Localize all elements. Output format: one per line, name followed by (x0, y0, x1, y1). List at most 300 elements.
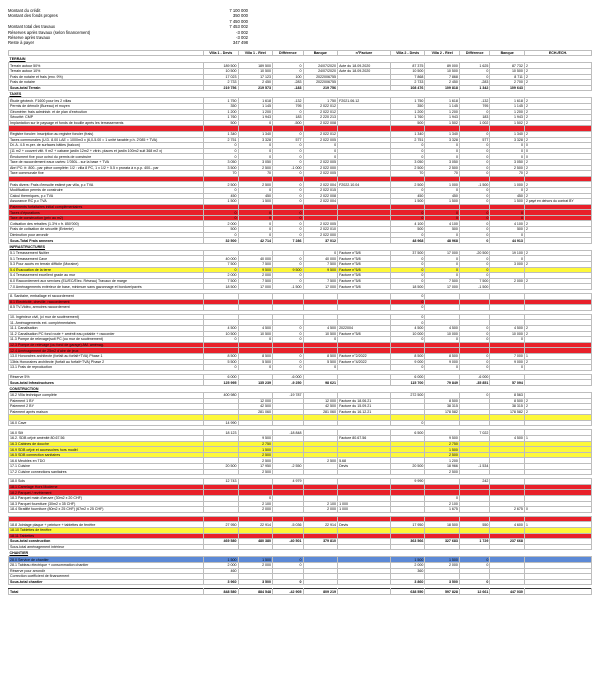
cell-value: -183 (273, 85, 303, 91)
cell-value: 8 500 (425, 398, 460, 404)
cell-value: 12 661 (459, 589, 489, 595)
cell-value: 2 (524, 74, 591, 80)
cell-value: 0 (204, 187, 239, 193)
row-label: 18.4 Stratifié fourniture (80m2 x 25 CHF) (67m2 x 25 CHF) (9, 507, 204, 513)
cell-value: 0 (425, 267, 460, 273)
row-label: Total (9, 589, 204, 595)
row-label: 16.0 Silt (9, 430, 204, 436)
cell-value: Facture du 18.06.21 (338, 398, 391, 404)
cell-value: 0 (459, 109, 489, 115)
cell-value: 281 060 (238, 409, 273, 415)
cell-value: 0 (238, 365, 273, 371)
section-title: TERRAIN (9, 57, 26, 62)
cell-value: -18 848 (273, 430, 303, 436)
section-title: CHANTIER (9, 551, 29, 556)
cell-value: 2 (524, 221, 591, 227)
cell-value: 0 (425, 262, 460, 268)
cell-value: 2 (524, 331, 591, 337)
cell-value: 2 000 (238, 273, 273, 279)
cell-value: 0 (238, 227, 273, 233)
cell-value: 1 000 (338, 507, 391, 513)
cell-value: 0 (273, 557, 303, 563)
cell-value: 0 (459, 74, 489, 80)
cell-value: 2 022 004 (303, 182, 338, 188)
cell-value: 450 (490, 193, 525, 199)
cell-value: 0 (524, 507, 591, 513)
cell-value: 1 943 (490, 115, 525, 121)
column-header: Villa 1 - Devis (204, 50, 239, 56)
cell-value: 0 (273, 273, 303, 279)
cell-value: 2 500 (238, 458, 273, 464)
row-label: 28.1 Tableau électrique + consommation chantier (9, 562, 204, 568)
cell-value: 8 500 (238, 353, 273, 359)
cell-value: 18 500 (425, 522, 460, 528)
cell-value: 37 012 (303, 238, 338, 244)
cell-value: 4 979 (273, 479, 303, 485)
cell-value: 0 (425, 256, 460, 262)
cell-value: 3 328 (425, 137, 460, 143)
cell-value: 0 (459, 159, 489, 165)
cell-value: 2 022 012 (303, 109, 338, 115)
row-label: Paiement après maison (9, 409, 204, 415)
summary-value: 350 000 (232, 13, 248, 19)
cell-value: 0 (238, 154, 273, 160)
cell-value: 327 683 (425, 539, 460, 545)
cell-value: 2 022 012 (303, 131, 338, 137)
cell-value: 500 (204, 120, 239, 126)
cell-value: 0 (303, 365, 338, 371)
cell-value: 2 (524, 250, 591, 256)
section-header (9, 56, 592, 63)
cell-value: 500 (204, 227, 239, 233)
cell-value: 0 (204, 215, 239, 221)
cell-value: 2 000 (238, 507, 273, 513)
cell-value: 2 500 (390, 182, 425, 188)
cell-value: 0 (390, 337, 425, 343)
cell-value: 8 500 (204, 353, 239, 359)
cell-value: Acte du 18.09.2020 (338, 69, 391, 75)
cell-value: 4 100 (490, 221, 525, 227)
cell-value: 17 000 (238, 284, 273, 290)
row-label: 16.3 Cabines de douche (9, 441, 204, 447)
cell-value: 4 500 (490, 325, 525, 331)
cell-value: 0 (459, 154, 489, 160)
cell-value: 0 (273, 143, 303, 149)
cell-value: 57 094 (490, 380, 525, 386)
cell-value: Facture n°2/2022 (338, 353, 391, 359)
cell-value: 2 022 005 (303, 221, 338, 227)
row-label: 12.3 Pompe de relevage (ou fond de garage) AM. aménag. (9, 342, 204, 348)
cell-value: 2022006755 (303, 74, 338, 80)
cell-value: 44 913 (490, 238, 525, 244)
row-label: Cotisation des retraites (1.3% x fr. 850'000) (9, 221, 204, 227)
cell-value: 48 968 (390, 238, 425, 244)
cell-value: 125 995 (204, 380, 239, 386)
cell-value: 379 810 (303, 539, 338, 545)
row-label: Correction coefficient de financement (9, 574, 204, 580)
cell-value: 1 002 (459, 120, 489, 126)
cell-value: 0 (459, 579, 489, 585)
cell-value: 0 (490, 215, 525, 221)
cell-value: 38 315 (425, 404, 460, 410)
cell-value: -132 (459, 98, 489, 104)
cell-value: 2 022 000 (303, 165, 338, 171)
cell-value: 1 (524, 353, 591, 359)
cell-value: 3 050 (204, 159, 239, 165)
cell-value: 0 (459, 215, 489, 221)
row-label: Sous-total aménagement intérieur (9, 544, 204, 550)
row-label: Implantation sur le paysage et fonds de bouille après les terrassements (9, 120, 204, 126)
cell-value: 2 (524, 165, 591, 171)
cell-value: Devis (338, 522, 391, 528)
row-label: Sous-total construction (9, 539, 204, 545)
cell-value: 2 (524, 278, 591, 284)
cell-value: -20 500 (459, 250, 489, 256)
cell-value: 108 476 (390, 85, 425, 91)
cell-value: Facture n°5/8 (338, 284, 391, 290)
row-label: 16.0 Cave (9, 420, 204, 426)
row-label: Géomètre: frais administr. et de plan d'exécution (9, 109, 204, 115)
cell-value: 2 022 015 (303, 187, 338, 193)
cell-value: 0 (490, 187, 525, 193)
cell-value: 7 500 (459, 278, 489, 284)
cell-value: 40 000 (303, 256, 338, 262)
cell-value: 2 (524, 137, 591, 143)
cell-value: 0 (490, 143, 525, 149)
cell-value: 2 022 004 (303, 199, 338, 205)
cell-value: 0 (459, 267, 489, 273)
cell-value: 183 (273, 115, 303, 121)
cell-value: 1 625 (459, 63, 489, 69)
cell-value: -1 500 (459, 182, 489, 188)
row-label: 8. Sanitaire, emballage et raccordement (9, 294, 204, 300)
cell-value: 0 (425, 210, 460, 216)
cell-value: 42 500 (303, 404, 338, 410)
cell-value: 7 500 (425, 278, 460, 284)
cell-value: 7 500 (238, 262, 273, 268)
cell-value: 0 (303, 337, 338, 343)
cell-value: 2 500 (425, 469, 460, 475)
cell-value: 3 860 (390, 579, 425, 585)
row-label: 12.4 Aménagement de 25m2 d'aire de jeux (9, 348, 204, 354)
row-label: (11 m2 + couvert vitit. 9 m2 + cabane jardin 12m2 + vitrin. places et jardin 100m2 suit 368 m2 x) (9, 148, 204, 154)
row-label: 18.0 Sols (9, 479, 204, 485)
cell-value: 2 500 (238, 165, 273, 171)
row-label: Terrain autour 50% (9, 63, 204, 69)
cell-value: 3 500 (238, 579, 273, 585)
cell-value: 2 220 213 (303, 115, 338, 121)
cell-value: F2021.06.12 (338, 98, 391, 104)
cell-value: 1 500 (238, 199, 273, 205)
cell-value: 2 750 (425, 441, 460, 447)
cell-value: 2 (524, 120, 591, 126)
column-header: Différence (459, 50, 489, 56)
cell-value: 0 (273, 353, 303, 359)
cell-value: -19 787 (273, 392, 303, 398)
cell-value: 1 200 (238, 109, 273, 115)
cell-value: 0 (459, 392, 489, 398)
row-label: 13.0 Honoraires architecte (forfait au forfait+TVA) Phase 1 (9, 353, 204, 359)
cell-value: Facture du 15.09.21 (338, 404, 391, 410)
cell-value: 2 751 (204, 137, 239, 143)
cell-value: 10 000 (390, 331, 425, 337)
cell-value: 577 (459, 137, 489, 143)
cell-value: 0 (273, 182, 303, 188)
cell-value: 1 200 (204, 109, 239, 115)
cell-value: 2 450 (238, 80, 273, 86)
row-label: 8.1 Électricité, cheville, raccordement (9, 299, 204, 305)
cell-value: 5 500 (204, 359, 239, 365)
financing-summary (8, 8, 592, 46)
cell-value: 2 (524, 325, 591, 331)
cell-value: 1 200 (425, 109, 460, 115)
row-label: 16.6 Meubles en TDO (9, 458, 204, 464)
cell-value: 7 000 (490, 353, 525, 359)
cell-value: 0 (390, 187, 425, 193)
cell-value: 9 500 (238, 436, 273, 442)
cell-value: 3 960 (204, 579, 239, 585)
cell-value: 98 621 (303, 380, 338, 386)
cell-value: 109 643 (490, 85, 525, 91)
cell-value: 500 (390, 227, 425, 233)
cell-value: 480 380 (238, 539, 273, 545)
cell-value: -500 (273, 120, 303, 126)
cell-value: 8 500 (303, 353, 338, 359)
cell-value: 0 (425, 154, 460, 160)
cell-value: 12 743 (204, 479, 239, 485)
cell-value: 0 (273, 193, 303, 199)
cell-value: 0 (273, 232, 303, 238)
cell-value: 0 (459, 273, 489, 279)
cell-value: 0 (273, 63, 303, 69)
cell-value: 1 500 (390, 199, 425, 205)
cell-value: Facture 80.67.56 (338, 436, 391, 442)
cell-value: 350 (390, 104, 425, 110)
cell-value: 2 (524, 171, 591, 177)
row-label: Paiement 2 BY (9, 404, 204, 410)
cell-value: 1 (524, 436, 591, 442)
cell-value: 0 (273, 221, 303, 227)
cell-value: 2 500 (425, 452, 460, 458)
row-label: Taxes communales (U.D. 8.00 LAE = 1000m3 x (6,0-5.00 = 1 unité taxable p.h. 2'085 + TVA) (9, 137, 204, 143)
cell-value: 10 000 (425, 331, 460, 337)
cell-value: 70 (425, 171, 460, 177)
cell-value: 1 145 (238, 104, 273, 110)
cell-value: 1 145 (490, 104, 525, 110)
cell-value: 0 (459, 256, 489, 262)
cell-value: 2 000 (238, 562, 273, 568)
cell-value: 0 (303, 250, 338, 256)
cell-value: 0 (524, 143, 591, 149)
row-label: Diminution pour arrondir (9, 232, 204, 238)
cell-value: 22 914 (303, 522, 338, 528)
cell-value: 18 966 (425, 464, 460, 470)
cell-value: 0 (273, 256, 303, 262)
row-label: 11.2 Canalisation PC fond route + aménit eau potable + raccorder (9, 331, 204, 337)
cell-value: 0 (390, 420, 425, 426)
row-label: Sous-total chantier (9, 579, 204, 585)
row-label: 11. Aménagements ext. complémentaires (9, 320, 204, 326)
row-label: Frais de notaire (9, 80, 204, 86)
cell-value: 242 (459, 479, 489, 485)
cell-value: 577 (273, 137, 303, 143)
cell-value: 6 000 (390, 374, 425, 380)
row-label: Sous-total Terrain (9, 85, 204, 91)
cell-value: 450 (390, 193, 425, 199)
row-label: 18.3 Parquet fourniture (30m2 x 35 CHF) (9, 501, 204, 507)
cell-value: 2 733 (390, 80, 425, 86)
cell-value: -283 (459, 80, 489, 86)
cell-value: 0 (273, 131, 303, 137)
row-label: Modification permis de construire (9, 187, 204, 193)
cell-value: 0 (273, 199, 303, 205)
cell-value: 1 500 (238, 447, 273, 453)
row-label: 17.2 Cuisine connections sanitaires (9, 469, 204, 475)
row-label: 5.3 Pour accès en terrain difficile (Moraine) (9, 262, 204, 268)
cell-value: 0 (273, 365, 303, 371)
row-label: 16.9 SDB céjvé et accessoires hors modèl (9, 447, 204, 453)
cell-value: 0 (390, 320, 425, 326)
cell-value: 2 450 (425, 80, 460, 86)
cell-value: 0 (238, 496, 273, 502)
cell-value: 2 (524, 404, 591, 410)
cell-value: 18 123 (204, 430, 239, 436)
section-header (9, 91, 592, 98)
cell-value: Facture du 16.12.21 (338, 409, 391, 415)
cell-value: F2022.10.04 (338, 182, 391, 188)
cell-value: 460 (204, 568, 239, 574)
row-label: Réserve 5% (9, 374, 204, 380)
cell-value: 4 600 (490, 522, 525, 528)
cell-value: 5 500 (238, 359, 273, 365)
cell-value: 1 750 (390, 98, 425, 104)
row-label: 10. Ingénieur civil, (ci mur de soutènement) (9, 314, 204, 320)
row-label: Assurance RC p.c TVA (9, 199, 204, 205)
column-header: Banque (303, 50, 338, 56)
cell-value: 0 (238, 210, 273, 216)
cell-value: 7 500 (303, 262, 338, 268)
row-label: Dt. A. 4.5 m.per. de surfaces bâties (balcon) (9, 143, 204, 149)
row-label: Réserve pour arrondir (9, 568, 204, 574)
cell-value: 2 022 012 (303, 104, 338, 110)
section-header (9, 243, 592, 250)
cell-value: -6 000 (459, 374, 489, 380)
cell-value: 795 (459, 104, 489, 110)
column-header: Différence (273, 50, 303, 56)
cell-value: 70 (238, 171, 273, 177)
cell-value: 0 (390, 305, 425, 311)
cell-value: 0 (459, 262, 489, 268)
cell-value: 24/07/2020 (303, 63, 338, 69)
cell-value: 0 (459, 337, 489, 343)
summary-value: 7 450 000 (229, 18, 248, 24)
cell-value: 0 (390, 273, 425, 279)
cell-value: 0 (425, 337, 460, 343)
cell-value: 809 219 (303, 589, 338, 595)
cell-value: 0 (273, 262, 303, 268)
cell-value: 27 950 (204, 522, 239, 528)
cell-value: 4 500 (238, 325, 273, 331)
cell-value: 0 (303, 154, 338, 160)
cell-value: 7 286 (273, 238, 303, 244)
cell-value: 0 (425, 496, 460, 502)
cell-value (524, 589, 591, 595)
cell-value: 1 943 (238, 115, 273, 121)
cell-value: 0 (459, 187, 489, 193)
cell-value: 0 (273, 227, 303, 233)
cell-value: 3 050 (238, 159, 273, 165)
cell-value: 2 022 000 (303, 232, 338, 238)
cell-value: 9 000 (390, 359, 425, 365)
summary-value: -3 002 (236, 35, 248, 41)
cell-value: 0 (524, 148, 591, 154)
cell-value: 8 500 (490, 398, 525, 404)
cell-value: 9 000 (425, 359, 460, 365)
cell-value: 0 (390, 210, 425, 216)
cell-value: 5 500 (303, 359, 338, 365)
cell-value: 0 (204, 154, 239, 160)
row-label: 18.11 Tablettes (9, 533, 204, 539)
row-label: 13bis Honoraires architecte (forfait au forfait+TVA) Phase 2 (9, 359, 204, 365)
cell-value: 0 (273, 154, 303, 160)
cell-value: 0 (390, 154, 425, 160)
cell-value: 2 733 (204, 80, 239, 86)
cell-value: 500 (425, 227, 460, 233)
cell-value: 0 (273, 210, 303, 216)
cell-value: 0 (238, 232, 273, 238)
cell-value: 2 (524, 131, 591, 137)
cell-value: 3 050 (490, 159, 525, 165)
cell-value: 6 500 (390, 430, 425, 436)
cell-value: 2 500 (490, 165, 525, 171)
cell-value: 0 (425, 365, 460, 371)
cell-value: 2 500 (238, 469, 273, 475)
cell-value: 363 566 (390, 539, 425, 545)
cell-value: 1 500 (204, 199, 239, 205)
cell-value: -6 000 (273, 374, 303, 380)
cell-value: 42 500 (238, 404, 273, 410)
section-title: TAXES (9, 92, 22, 97)
cell-value: 2 (524, 227, 591, 233)
cell-value: 0 (204, 337, 239, 343)
cell-value: 100 (273, 74, 303, 80)
cell-value: 450 (238, 193, 273, 199)
cell-value: 0 (459, 221, 489, 227)
cell-value: 0 (238, 337, 273, 343)
cell-value: Facture n°5/8 (338, 262, 391, 268)
cell-value: 2 (524, 159, 591, 165)
summary-value: -3 002 (236, 29, 248, 35)
cell-value: 10 500 (204, 331, 239, 337)
cell-value: 40 000 (204, 256, 239, 262)
summary-value: 7 100 000 (229, 8, 248, 13)
cell-value: 0 (273, 159, 303, 165)
summary-label: Réserves après travaux (selon financement) (8, 29, 91, 35)
row-label: Paiement 1 BY (9, 398, 204, 404)
cell-value: 0 (273, 325, 303, 331)
row-label: Émolument fixe pour octroi du permis de construire (9, 154, 204, 160)
row-label: 11.3 Pompe de relevage(soit PC (ou mur de soutènement) (9, 337, 204, 343)
cell-value: 0 (238, 120, 273, 126)
cell-value: 884 548 (238, 589, 273, 595)
cell-value: 2 payé en dehors du contrat BY (524, 199, 591, 205)
cell-value: 178 582 (490, 409, 525, 415)
cell-value: 14 990 (204, 420, 239, 426)
row-label: 16.5 SDB connection sanitaires (9, 452, 204, 458)
row-label: 16.2 Villa technique complète (9, 392, 204, 398)
cell-value: 2 675 (490, 507, 525, 513)
cell-value: 0 (490, 232, 525, 238)
